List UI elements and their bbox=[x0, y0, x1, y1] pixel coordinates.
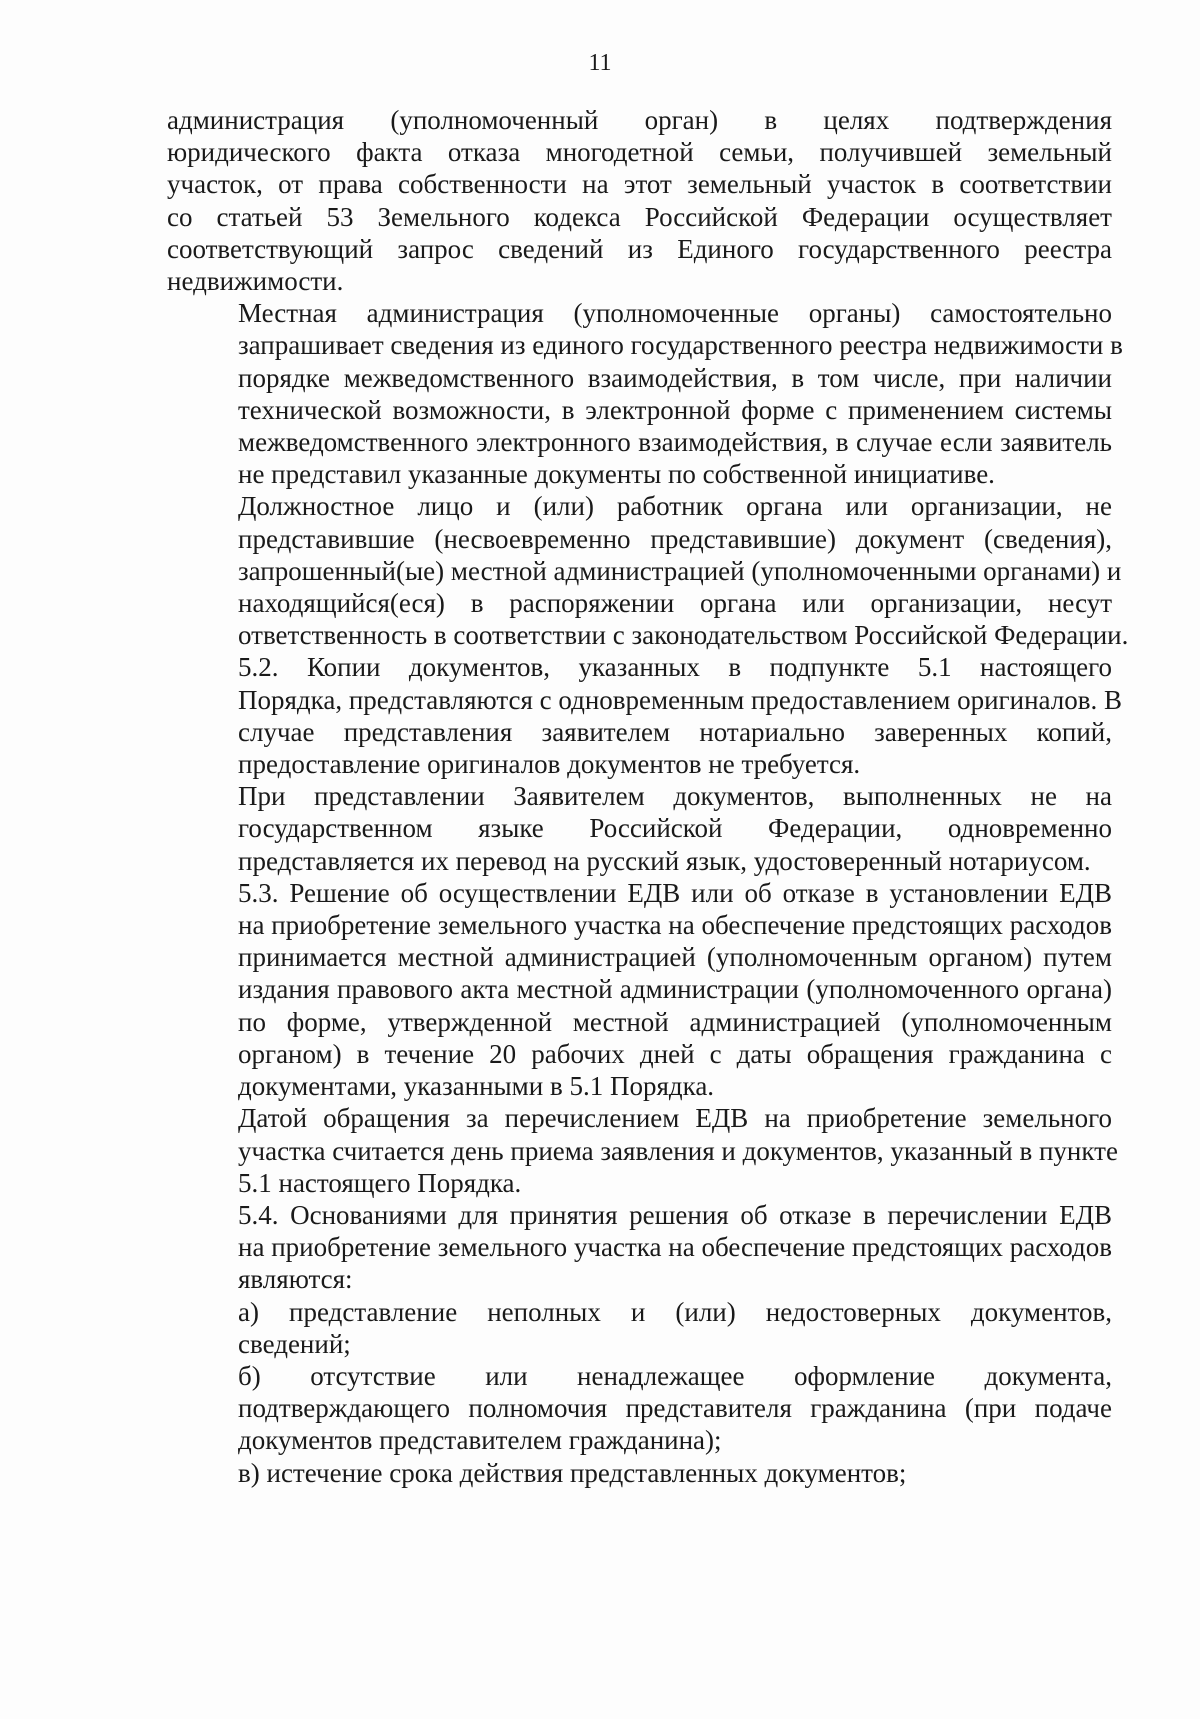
paragraph-p10 bbox=[167, 1360, 1112, 1457]
text-line: а) представление неполных и (или) недостоверных документов, bbox=[238, 1296, 1112, 1327]
text-line: находящийся(еся) в распоряжении органа или организации, несут bbox=[238, 588, 1112, 619]
text-line: порядке межведомственного взаимодействия, в том числе, при наличии bbox=[238, 362, 1112, 393]
text-line: При представлении Заявителем документов, выполненных не на bbox=[238, 781, 1112, 812]
text-line: соответствующий запрос сведений из Единого государственного реестра bbox=[167, 233, 1112, 264]
document-body bbox=[167, 104, 1129, 1489]
text-line: 5.3. Решение об осуществлении ЕДВ или об отказе в установлении ЕДВ bbox=[238, 877, 1112, 908]
text-line: участок, от права собственности на этот земельный участок в соответствии bbox=[167, 169, 1112, 200]
paragraph-p5 bbox=[167, 780, 1112, 877]
paragraph-p2 bbox=[167, 297, 1123, 490]
text-line: являются: bbox=[238, 1264, 353, 1295]
text-line: запрошенный(ые) местной администрацией (уполномоченными органами) и bbox=[238, 555, 1122, 586]
text-line: участка считается день приема заявления и документов, указанный в пункте bbox=[238, 1135, 1118, 1166]
paragraph-p3 bbox=[167, 490, 1129, 651]
text-line: Должностное лицо и (или) работник органа или организации, не bbox=[238, 491, 1112, 522]
paragraph-p8 bbox=[167, 1199, 1112, 1296]
paragraph-p11 bbox=[167, 1457, 1112, 1489]
text-line: сведений; bbox=[238, 1328, 351, 1359]
text-line: ответственность в соответствии с законодательством Российской Федерации. bbox=[238, 620, 1129, 651]
text-line: недвижимости. bbox=[167, 266, 344, 297]
text-line: 5.1 настоящего Порядка. bbox=[238, 1167, 522, 1198]
text-line: администрация (уполномоченный орган) в целях подтверждения bbox=[167, 105, 1112, 135]
text-line: Порядка, представляются с одновременным предоставлением оригиналов. В bbox=[238, 684, 1122, 715]
text-line: по форме, утвержденной местной администрацией (уполномоченным bbox=[238, 1006, 1112, 1037]
text-line: Местная администрация (уполномоченные органы) самостоятельно bbox=[238, 298, 1112, 329]
paragraph-p4 bbox=[167, 651, 1122, 780]
text-line: на приобретение земельного участка на обеспечение предстоящих расходов bbox=[238, 1232, 1112, 1263]
paragraph-p1 bbox=[167, 104, 1112, 297]
text-line: принимается местной администрацией (уполномоченным органом) путем bbox=[238, 942, 1112, 973]
text-line: б) отсутствие или ненадлежащее оформление документа, bbox=[238, 1360, 1112, 1391]
text-line: не представил указанные документы по собственной инициативе. bbox=[238, 459, 995, 490]
paragraph-p9 bbox=[167, 1296, 1112, 1360]
text-line: в) истечение срока действия представленных документов; bbox=[238, 1457, 907, 1488]
page-number: 11 bbox=[588, 50, 612, 76]
text-line: запрашивает сведения из единого государственного реестра недвижимости в bbox=[238, 330, 1123, 361]
text-line: предоставление оригиналов документов не требуется. bbox=[238, 749, 861, 780]
text-line: 5.2. Копии документов, указанных в подпункте 5.1 настоящего bbox=[238, 652, 1112, 683]
paragraph-p7 bbox=[167, 1102, 1118, 1199]
text-line: подтверждающего полномочия представителя гражданина (при подаче bbox=[238, 1393, 1112, 1424]
text-line: представившие (несвоевременно представившие) документ (сведения), bbox=[238, 523, 1112, 554]
text-line: Датой обращения за перечислением ЕДВ на приобретение земельного bbox=[238, 1103, 1112, 1134]
text-line: издания правового акта местной администрации (уполномоченного органа) bbox=[238, 974, 1112, 1005]
text-line: юридического факта отказа многодетной семьи, получившей земельный bbox=[167, 137, 1112, 168]
text-line: документами, указанными в 5.1 Порядка. bbox=[238, 1071, 715, 1102]
text-line: межведомственного электронного взаимодействия, в случае если заявитель bbox=[238, 427, 1112, 458]
text-line: органом) в течение 20 рабочих дней с даты обращения гражданина с bbox=[238, 1038, 1112, 1069]
text-line: случае представления заявителем нотариально заверенных копий, bbox=[238, 716, 1112, 747]
text-line: представляется их перевод на русский язык, удостоверенный нотариусом. bbox=[238, 845, 1091, 876]
text-line: технической возможности, в электронной форме с применением системы bbox=[238, 394, 1112, 425]
text-line: со статьей 53 Земельного кодекса Российской Федерации осуществляет bbox=[167, 201, 1112, 232]
text-line: на приобретение земельного участка на обеспечение предстоящих расходов bbox=[238, 910, 1112, 941]
text-line: 5.4. Основаниями для принятия решения об отказе в перечислении ЕДВ bbox=[238, 1199, 1112, 1230]
paragraph-p6 bbox=[167, 877, 1112, 1102]
text-line: государственном языке Российской Федерации, одновременно bbox=[238, 813, 1112, 844]
text-line: документов представителем гражданина); bbox=[238, 1425, 722, 1456]
